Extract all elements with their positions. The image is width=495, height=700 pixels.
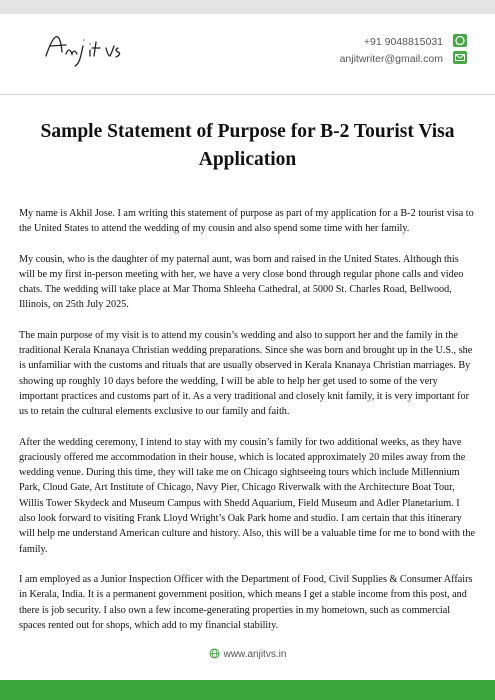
paragraph-4: After the wedding ceremony, I intend to stay with my cousin’s family for two additional weeks, as they have graciously offered me accommodation in their house, which is located approximately 20 miles away from the wedding venue. During this time, they will take me on Chicago sightseeing tours which include Millennium Park, Cloud Gate, Art Institute of Chicago, Navy Pier, Chicago Riverwalk with the Architecture Boat Tour, Willis Tower Skydeck and Museum Campus with Shedd Aquarium, Field Museum and Adler Planetarium. I also look forward to visiting Frank Lloyd Wright’s Oak Park home and studio. I am certain that this itinerary will help me understand American culture and history. Also, this will be a valuable time for me to bond with the family.: [19, 436, 475, 555]
whatsapp-icon: [453, 34, 467, 47]
contact-info: [340, 34, 443, 68]
mail-icon: [453, 51, 467, 64]
paragraph-3: The main purpose of my visit is to attend my cousin’s wedding and also to support her and the family in the traditional Kerala Knanaya Christian wedding preparations. Since she was born and brought up in the U.S., she is unfamiliar with the customs and rituals that are usually observed in Kerala Knanaya Christian marriages. By showing up roughly 10 days before the wedding, I will be able to help her get used to some of the very important practices and customs part of it. As a very traditional and closely knit family, it is very important for us to retain the cultural elements exclusive to our family and faith.: [19, 329, 473, 418]
paragraph-1: My name is Akhil Jose. I am writing this statement of purpose as part of my application for a B-2 tourist visa to the United States to attend the wedding of my cousin and also spend some time with her family.: [19, 208, 474, 235]
bottom-bar: [0, 680, 495, 700]
globe-icon: [209, 648, 220, 662]
footer: [0, 648, 495, 662]
top-bar: [0, 0, 495, 14]
paragraph-2: My cousin, who is the daughter of my paternal aunt, was born and raised in the United States. Although this will be my first in-person meeting with her, we have a very close bond through regular phone calls and video chats. The wedding will take place at Mar Thoma Shleeha Cathedral, at 5000 St. Charles Road, Bellwood, Illinois, on 25th July 2025.: [19, 253, 464, 311]
logo: [40, 26, 130, 72]
website-link[interactable]: www.anjitvs.in: [223, 649, 287, 660]
email-address[interactable]: anjitwriter@gmail.com: [339, 53, 443, 65]
header-divider: [0, 94, 495, 95]
logo-text: Anjit vs: [40, 26, 44, 27]
phone-number: +91 9048815031: [363, 36, 443, 48]
document-title: Sample Statement of Purpose for B-2 Tourist Visa Application: [40, 121, 455, 170]
paragraph-5: I am employed as a Junior Inspection Officer with the Department of Food, Civil Supplies & Consumer Affairs in Kerala, India. It is a permanent government position, which means I get a stable income from this post, and there is job security. I also own a few income-generating properties in my hometown, such as commercial spaces rented out for shops, which add to my financial stability.: [19, 573, 473, 631]
document-body: [19, 206, 477, 648]
